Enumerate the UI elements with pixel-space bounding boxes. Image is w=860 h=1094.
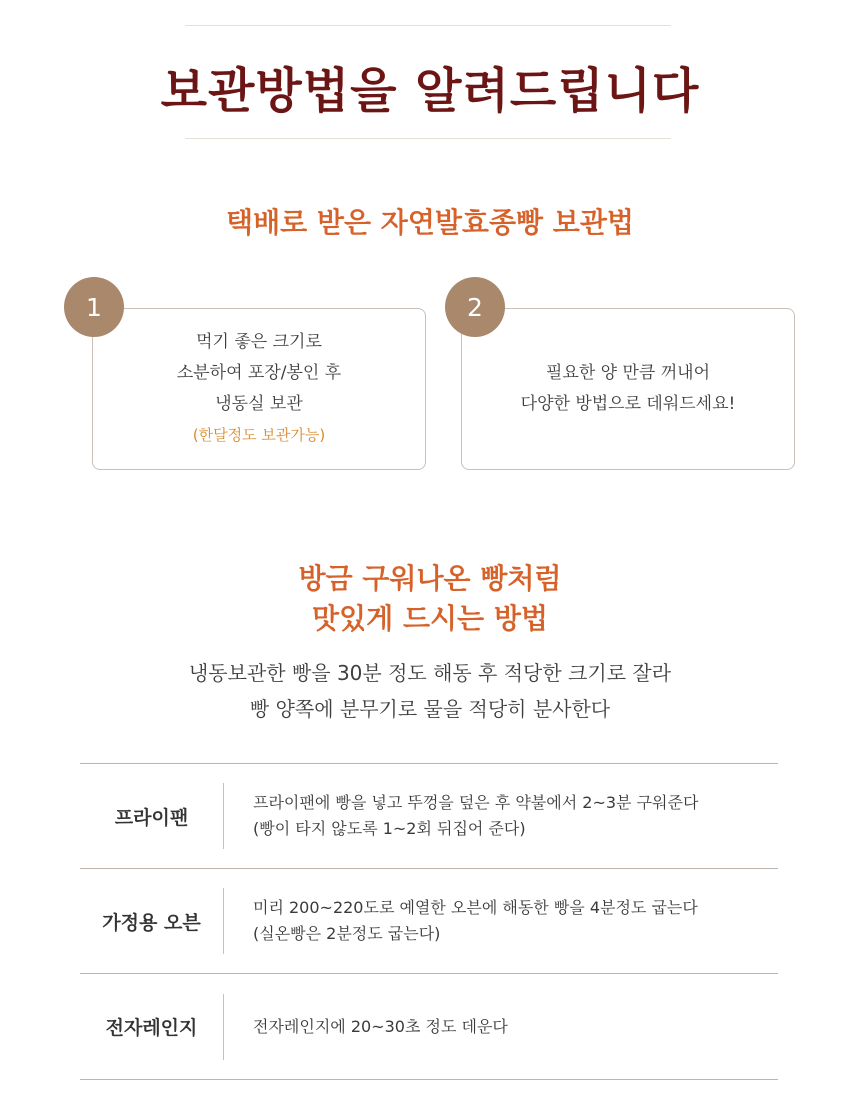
- method-description: [224, 1014, 508, 1040]
- method-description: [224, 895, 698, 947]
- method-name: 프라이팬: [114, 806, 189, 829]
- method-desc-line: (실온빵은 2분정도 굽는다): [253, 924, 441, 943]
- method-desc-line: (빵이 타지 않도록 1~2회 뒤집어 준다): [253, 819, 526, 838]
- table-divider: [80, 1079, 778, 1080]
- table-row: [80, 974, 778, 1079]
- step-1-line: 소분하여 포장/봉인 후: [176, 363, 342, 383]
- step-number-badge-2: 2: [445, 277, 505, 337]
- title-divider: [185, 138, 671, 139]
- reheat-methods-table: [80, 763, 778, 1080]
- step-1-note: (한달정도 보관가능): [192, 426, 326, 444]
- method-desc-line: 프라이팬에 빵을 넣고 뚜껑을 덮은 후 약불에서 2~3분 구워준다: [253, 793, 699, 812]
- intro-line: 냉동보관한 빵을 30분 정도 해동 후 적당한 크기로 잘라: [188, 661, 672, 685]
- step-number-badge-1: 1: [64, 277, 124, 337]
- page-title: 보관방법을 알려드립니다: [160, 63, 700, 119]
- reheat-title-line: 맛있게 드시는 방법: [312, 602, 548, 635]
- reheat-title-line: 방금 구워나온 빵처럼: [298, 562, 562, 595]
- reheat-intro: [0, 655, 860, 727]
- table-row: [80, 764, 778, 868]
- method-desc-line: 전자레인지에 20~30초 정도 데운다: [253, 1016, 508, 1036]
- storage-step-card-1: [92, 308, 426, 470]
- method-name: 가정용 오븐: [102, 911, 201, 934]
- storage-section-title: 택배로 받은 자연발효종빵 보관법: [226, 206, 634, 239]
- step-1-line: 먹기 좋은 크기로: [196, 332, 322, 352]
- step-1-line: 냉동실 보관: [215, 394, 303, 414]
- step-2-line: 필요한 양 만큼 꺼내어: [545, 363, 710, 383]
- intro-line: 빵 양쪽에 분무기로 물을 적당히 분사한다: [249, 697, 611, 721]
- method-name: 전자레인지: [105, 1017, 198, 1039]
- method-description: [224, 790, 698, 842]
- step-2-line: 다양한 방법으로 데워드세요!: [520, 394, 736, 414]
- storage-step-card-2: [461, 308, 795, 470]
- reheat-section-title: [0, 559, 860, 639]
- top-divider: [185, 25, 671, 26]
- table-row: [80, 869, 778, 973]
- method-desc-line: 미리 200~220도로 예열한 오븐에 해동한 빵을 4분정도 굽는다: [253, 898, 698, 917]
